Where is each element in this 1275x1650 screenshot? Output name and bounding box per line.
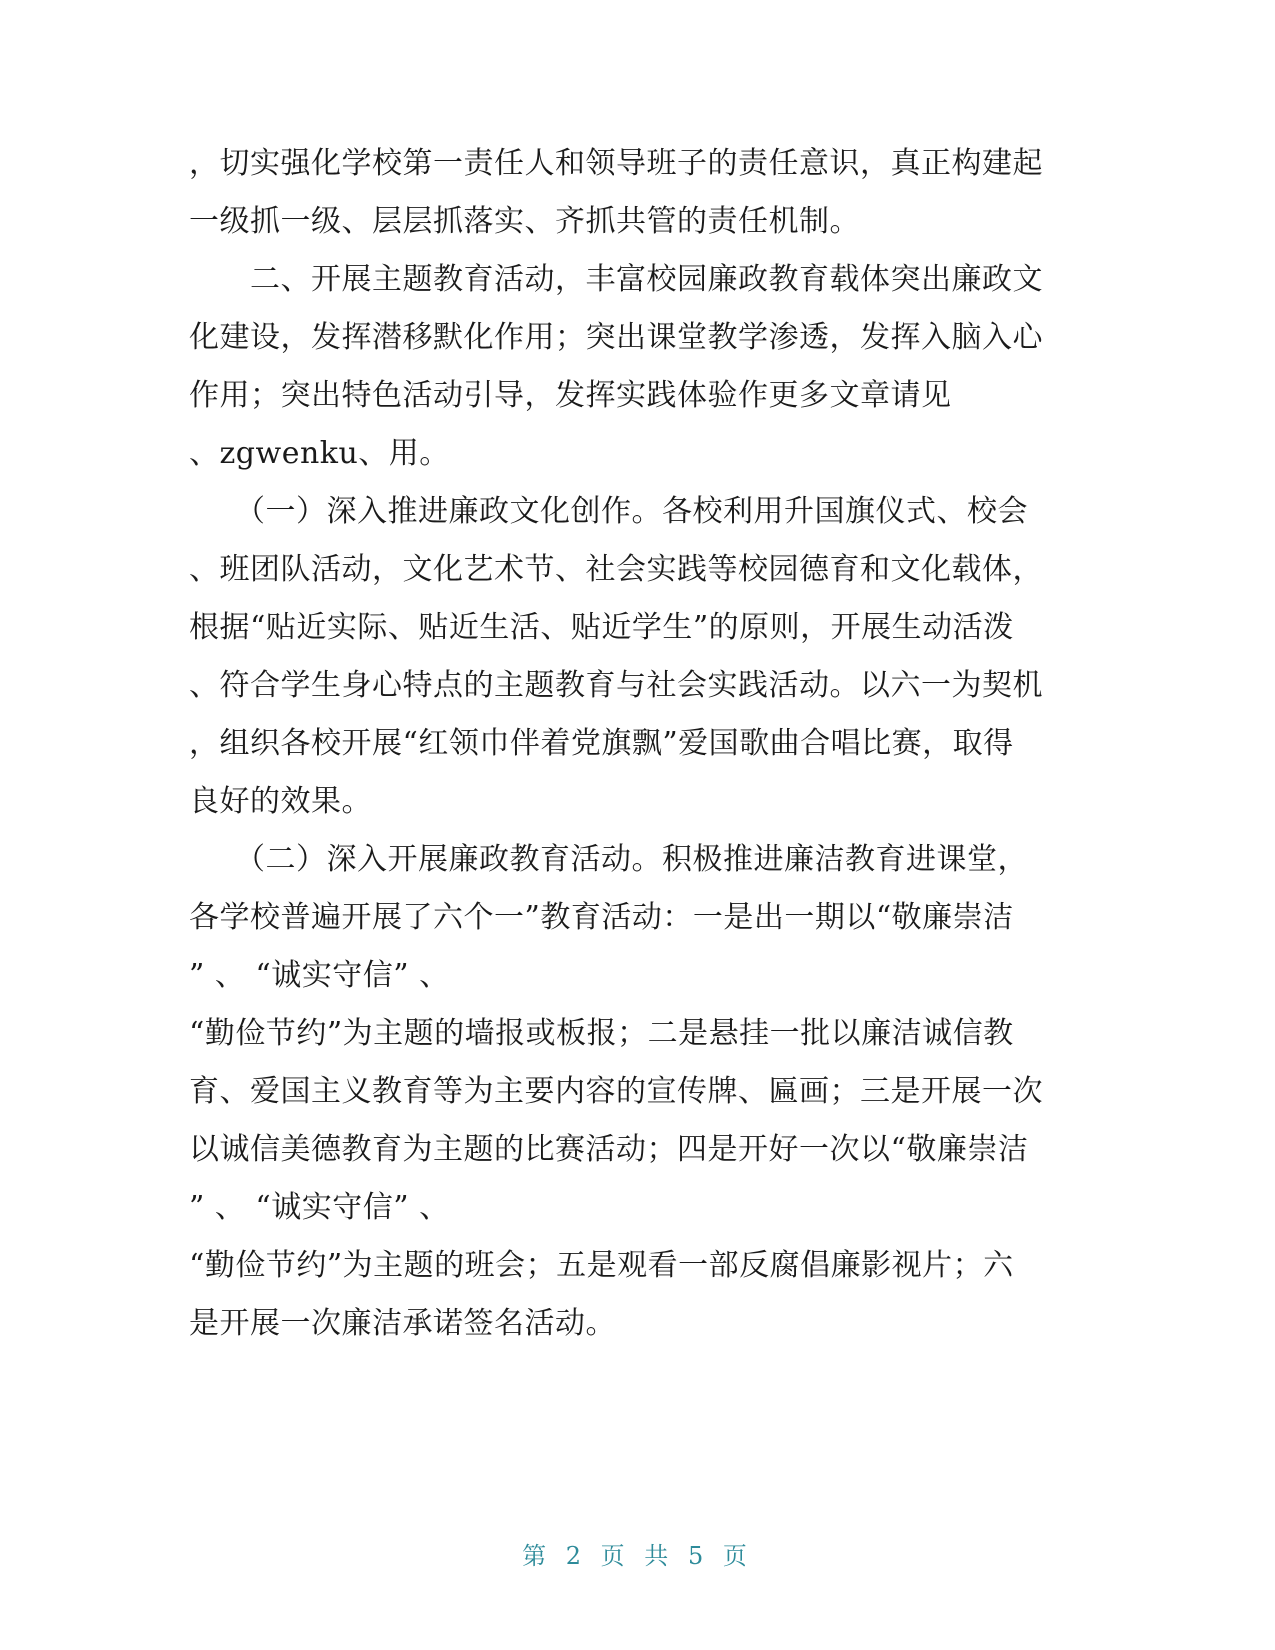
body-text-line: “勤俭节约”为主题的班会；五是观看一部反腐倡廉影视片；六 <box>189 1248 1014 1283</box>
body-text-line: 良好的效果。 <box>189 784 372 819</box>
body-text-line: 各学校普遍开展了六个一”教育活动：一是出一期以“敬廉崇洁 <box>189 900 1014 935</box>
body-text-line: （二）深入开展廉政教育活动。积极推进廉洁教育进课堂， <box>189 842 1028 877</box>
body-text-line: 化建设，发挥潜移默化作用；突出课堂教学渗透，发挥入脑入心 <box>189 320 1043 355</box>
body-text-line: ，切实强化学校第一责任人和领导班子的责任意识，真正构建起 <box>189 146 1043 181</box>
body-text-line: ” 、 “诚实守信” 、 <box>189 958 450 993</box>
body-text-line: ” 、 “诚实守信” 、 <box>189 1190 450 1225</box>
body-text-line: 根据“贴近实际、贴近生活、贴近学生”的原则，开展生动活泼 <box>189 610 1014 645</box>
body-text-line: 一级抓一级、层层抓落实、齐抓共管的责任机制。 <box>189 204 860 239</box>
body-text-line: 是开展一次廉洁承诺签名活动。 <box>189 1306 616 1341</box>
body-text-line: （一）深入推进廉政文化创作。各校利用升国旗仪式、校会 <box>189 494 1028 529</box>
body-text-line: 以诚信美德教育为主题的比赛活动；四是开好一次以“敬廉崇洁 <box>189 1132 1029 1167</box>
body-text-line: 育、爱国主义教育等为主要内容的宣传牌、匾画；三是开展一次 <box>189 1074 1043 1109</box>
body-text-line: 作用；突出特色活动引导，发挥实践体验作更多文章请见 <box>189 378 952 413</box>
body-text-line: ，组织各校开展“红领巾伴着党旗飘”爱国歌曲合唱比赛，取得 <box>189 726 1014 761</box>
body-text-line: 二、开展主题教育活动，丰富校园廉政教育载体突出廉政文 <box>189 262 1043 297</box>
body-text-line: “勤俭节约”为主题的墙报或板报；二是悬挂一批以廉洁诚信教 <box>189 1016 1014 1051</box>
body-text-line: 、符合学生身心特点的主题教育与社会实践活动。以六一为契机 <box>189 668 1043 703</box>
body-text-line: 、班团队活动，文化艺术节、社会实践等校园德育和文化载体， <box>189 552 1043 587</box>
body-text-line: 、zgwenku、用。 <box>189 436 450 471</box>
page-number-footer: 第 2 页 共 5 页 <box>522 1542 753 1570</box>
